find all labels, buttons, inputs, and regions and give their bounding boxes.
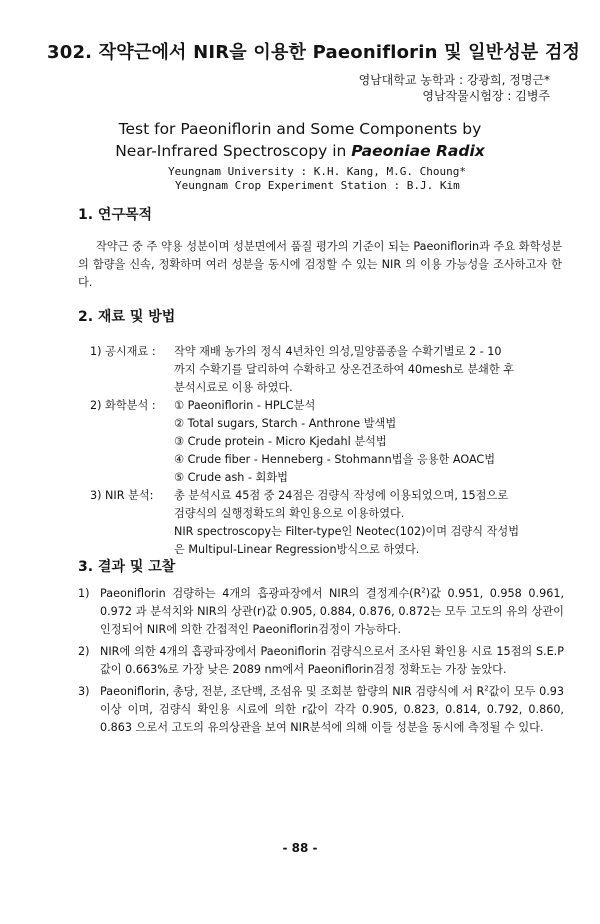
method-3-line-3: NIR spectroscopy는 Filter-type인 Neotec(102)이며 검량식 작성법 bbox=[174, 525, 520, 538]
title-english-line-2 bbox=[0, 140, 600, 162]
result-1-text-a: Paeoniflorin 검량하는 4개의 흡광파장에서 NIR의 결정계수(R bbox=[100, 587, 422, 600]
method-1-line-2: 까지 수확기를 달리하여 수확하고 상온건조하여 40mesh로 분쇄한 후 bbox=[174, 363, 515, 376]
title-english-species: Paeoniae Radix bbox=[351, 142, 485, 160]
result-3-superscript: 2 bbox=[484, 684, 489, 693]
method-2-item: ④ Crude fiber - Henneberg - Stohmann법을 응용한 AOAC법 bbox=[174, 453, 496, 466]
result-item-1 bbox=[78, 585, 564, 639]
method-2-item: ① Paeoniflorin - HPLC분석 bbox=[174, 399, 316, 412]
affiliation-korean-line-2: 영남작물시험장 : 김병주 bbox=[422, 89, 550, 103]
section-heading-results: 3. 결과 및 고찰 bbox=[78, 559, 176, 575]
result-item-number: 2) bbox=[78, 645, 90, 658]
affiliation-korean-line-1: 영남대학교 농학과 : 강광희, 정명근* bbox=[358, 73, 550, 87]
result-3-text-b: 값이 모두 0.93 이상 이며, 검량식 확인용 시료에 의한 r값이 각각 0.905, 0.823, 0.814, 0.792, 0.860, 0.863 으로서 고도의 유의상관을 보여 NIR분석에 의해 이들 성분을 동시에 측정될 수 있다. bbox=[100, 685, 564, 734]
method-3-line-4: 은 Multipul-Linear Regression방식으로 하였다. bbox=[174, 543, 420, 556]
result-item-number: 1) bbox=[78, 587, 90, 600]
affiliation-english-line-2: Yeungnam Crop Experiment Station : B.J. Kim bbox=[175, 179, 460, 192]
paper-title-english bbox=[0, 118, 600, 162]
results-list bbox=[78, 585, 564, 741]
result-1-text-b: )값 0.951, 0.958 0.961, 0.972 과 분석치와 NIR의 상관(r)값 0.905, 0.884, 0.876, 0.872는 모두 고도의 유의 상관이 인정되어 NIR에 의한 간접적인 Paeoniflorin검정이 가능하다. bbox=[100, 587, 564, 636]
result-1-superscript: 2 bbox=[421, 586, 426, 595]
result-item-3 bbox=[78, 683, 564, 737]
section-heading-methods: 2. 재료 및 방법 bbox=[78, 309, 176, 325]
method-3-label: 3) NIR 분석: bbox=[90, 489, 154, 502]
method-3-line-1: 총 분석시료 45점 중 24점은 검량식 작성에 이용되었으며, 15점으로 bbox=[174, 489, 509, 502]
method-2-item: ⑤ Crude ash - 회화법 bbox=[174, 471, 288, 484]
method-2-label: 2) 화학분석 : bbox=[90, 399, 156, 412]
method-2-item: ③ Crude protein - Micro Kjedahl 분석법 bbox=[174, 435, 387, 448]
page-number: - 88 - bbox=[282, 841, 318, 855]
objective-text: 작약근 중 주 약용 성분이며 성분면에서 품질 평가의 기준이 되는 Paeoniflorin과 주요 화학성분의 함량을 신속, 정확하며 여러 성분을 동시에 검정할 수 있는 NIR 의 이용 가능성을 조사하고자 한다. bbox=[78, 240, 562, 289]
title-english-line-2-text: Near-Infrared Spectroscopy in bbox=[115, 142, 352, 160]
affiliation-english-line-1: Yeungnam University : K.H. Kang, M.G. Choung* bbox=[168, 165, 467, 178]
affiliation-korean bbox=[359, 72, 550, 104]
method-2-item: ② Total sugars, Starch - Anthrone 발색법 bbox=[174, 417, 397, 430]
result-item-2 bbox=[78, 643, 564, 679]
section-objective-body bbox=[78, 238, 562, 292]
result-3-text-a: Paeoniflorin, 총당, 전분, 조단백, 조섬유 및 조회분 함량의 NIR 검량식에 서 R bbox=[100, 685, 485, 698]
title-english-line-1: Test for Paeoniflorin and Some Components by bbox=[118, 120, 482, 138]
section-heading-objective: 1. 연구목적 bbox=[78, 207, 153, 223]
method-1-line-1: 작약 재배 농가의 정식 4년차인 의성,밀양품종을 수확기별로 2 - 10 bbox=[174, 345, 502, 358]
affiliation-english bbox=[168, 165, 466, 193]
result-2-text: NIR에 의한 4개의 흡광파장에서 Paeoniflorin 검량식으로서 조사된 확인용 시료 15점의 S.E.P값이 0.663%로 가장 낮은 2089 nm에서 Paeoniflorin검정 정확도는 가장 높았다. bbox=[100, 645, 564, 676]
method-1-line-3: 분석시료로 이용 하였다. bbox=[174, 381, 293, 394]
paper-title-korean: 302. 작약근에서 NIR을 이용한 Paeoniflorin 및 일반성분 검정 bbox=[47, 42, 581, 63]
result-item-number: 3) bbox=[78, 685, 90, 698]
method-1-label: 1) 공시재료 : bbox=[90, 345, 156, 358]
method-3-line-2: 검량식의 실행정확도의 확인용으로 이용하였다. bbox=[174, 507, 405, 520]
